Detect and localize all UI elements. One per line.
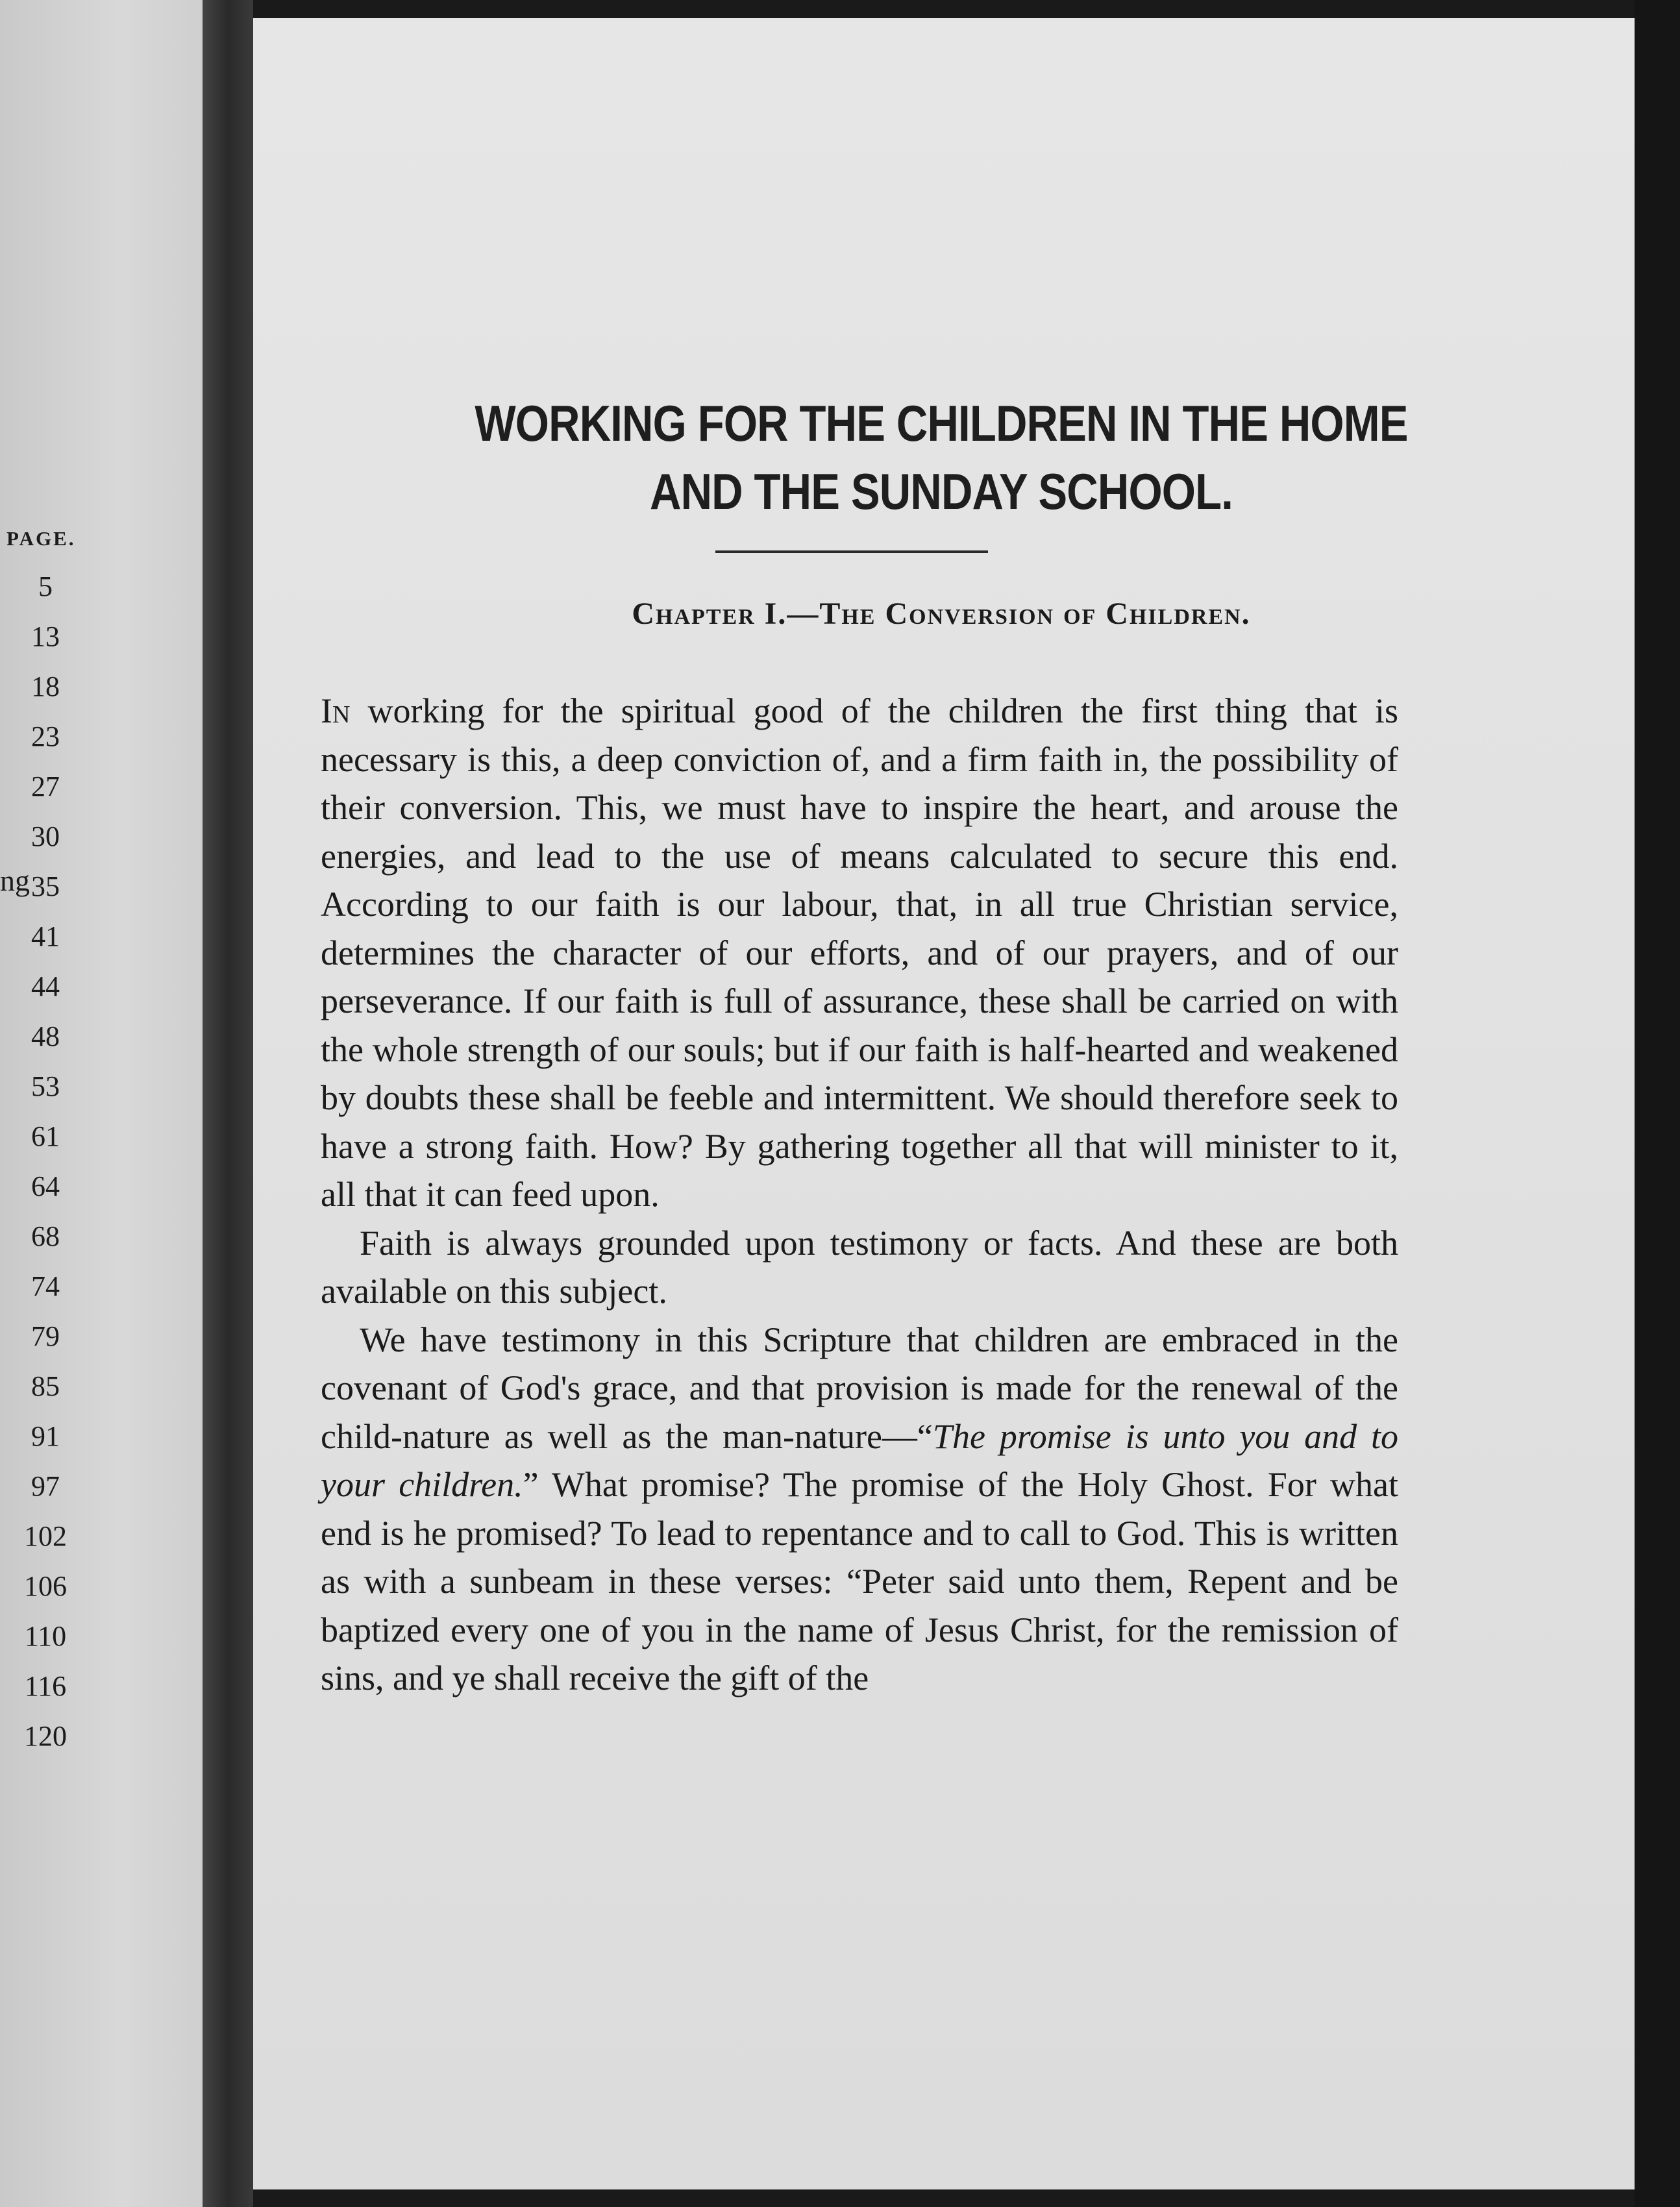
paragraph-1-text: working for the spiritual good of the children the first thing that is necessary is this, a deep conviction of, and a firm faith in, the possibility of their conversion. This, we must have to inspire the heart, and arouse the energies, and lead to the use of means calculated to secure this end. According to our faith is our labour, that, in all true Christian service, determines the character of our efforts, and of our prayers, and of our perseverance. If our faith is full of assurance, these shall be carried on with the whole strength of our souls; but if our faith is half-hearted and weakened by doubts these shall be feeble and intermittent. We should therefore seek to have a strong faith. How? By gathering together all that will minister to it, all that it can feed upon. [321, 691, 1398, 1214]
title-line-2: AND THE SUNDAY SCHOOL. [650, 463, 1233, 520]
page-number: 97 [31, 1470, 60, 1502]
page-number: 68 [31, 1220, 60, 1252]
page-number: 120 [24, 1720, 67, 1752]
paragraph-3 [321, 1316, 1398, 1703]
page-number: 5 [38, 571, 53, 602]
page-title [405, 389, 1477, 526]
paragraph-1 [321, 687, 1398, 1219]
page-number: 116 [24, 1670, 67, 1702]
scan-border [1635, 0, 1680, 2207]
page-number: 30 [31, 820, 60, 852]
cut-off-text-fragment: ng [0, 864, 30, 897]
page-number: 64 [31, 1170, 60, 1202]
title-divider [715, 550, 988, 553]
page-number: 74 [31, 1270, 60, 1302]
page-number: 106 [24, 1570, 67, 1602]
paragraph-lead-word: In [321, 691, 351, 730]
page-number: 41 [31, 920, 60, 952]
page-number: 110 [24, 1620, 67, 1652]
paragraph-2: Faith is always grounded upon testimony or facts. And these are both available on this subject. [321, 1223, 1398, 1311]
title-line-1: WORKING FOR THE CHILDREN IN THE HOME [475, 395, 1408, 452]
page-number: 35 [31, 870, 60, 902]
page-number: 53 [31, 1070, 60, 1102]
page-column-label: PAGE. [6, 527, 76, 550]
page-number-list [0, 561, 91, 1761]
page-number: 23 [31, 721, 60, 752]
paragraph-3-text-before: We have testimony in this Scripture that children are embraced in the covenant of God's grace, and that provision is made for the renewal of the child-nature as well as the man-nature—“ [321, 1320, 1398, 1456]
previous-page-edge [0, 0, 203, 2207]
page-number: 18 [31, 671, 60, 702]
page-number: 44 [31, 970, 60, 1002]
page-number: 85 [31, 1370, 60, 1402]
body-text [321, 687, 1398, 1703]
page-number: 13 [31, 621, 60, 652]
page-number: 91 [31, 1420, 60, 1452]
paragraph-3-text-after: ” What promise? The promise of the Holy Ghost. For what end is he promised? To lead to repentance and to call to God. This is written as with a sunbeam in these verses: “Peter said unto them, Repent and be baptized every one of you in the name of Jesus Christ, for the remission of sins, and ye shall receive the gift of the [321, 1465, 1398, 1697]
chapter-heading: Chapter I.—The Conversion of Children. [632, 597, 1251, 631]
page-number: 79 [31, 1320, 60, 1352]
book-gutter [203, 0, 253, 2207]
page-number: 27 [31, 771, 60, 802]
page-number: 102 [24, 1520, 67, 1552]
scripture-quote: The promise is unto you and to your children. [321, 1416, 1399, 1504]
book-page [253, 18, 1635, 2189]
page-number: 48 [31, 1020, 60, 1052]
page-number: 61 [31, 1120, 60, 1152]
